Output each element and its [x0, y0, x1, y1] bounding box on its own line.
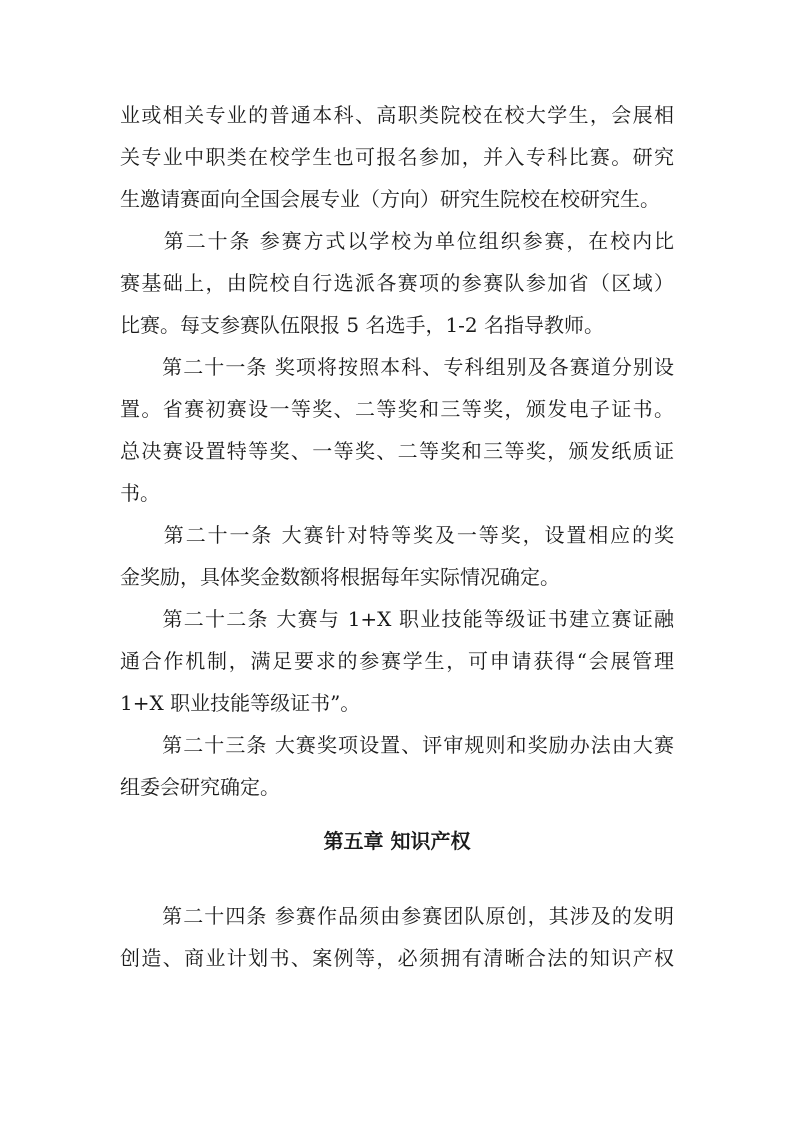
paragraph-line: 生邀请赛面向全国会展专业（方向）研究生院校在校研究生。	[120, 187, 660, 211]
paragraph-line: 书。	[120, 481, 160, 505]
paragraph-line: 创造、商业计划书、案例等，必须拥有清晰合法的知识产权	[120, 946, 674, 970]
paragraph-line: 第二十三条 大赛奖项设置、评审规则和奖励办法由大赛	[120, 733, 674, 757]
chapter-heading: 第五章 知识产权	[323, 829, 471, 853]
paragraph-line: 赛基础上，由院校自行选派各赛项的参赛队参加省（区域）	[120, 271, 674, 295]
paragraph-line: 总决赛设置特等奖、一等奖、二等奖和三等奖，颁发纸质证	[120, 439, 674, 463]
paragraph-line: 置。省赛初赛设一等奖、二等奖和三等奖，颁发电子证书。	[120, 397, 674, 421]
paragraph-line: 组委会研究确定。	[120, 775, 280, 799]
paragraph-line: 第二十条 参赛方式以学校为单位组织参赛，在校内比	[120, 229, 674, 253]
paragraph-line: 关专业中职类在校学生也可报名参加，并入专科比赛。研究	[120, 145, 674, 169]
paragraph-line: 金奖励，具体奖金数额将根据每年实际情况确定。	[120, 565, 560, 589]
paragraph-line: 第二十一条 大赛针对特等奖及一等奖，设置相应的奖	[120, 523, 674, 547]
paragraph-line: 第二十二条 大赛与 1+X 职业技能等级证书建立赛证融	[120, 607, 674, 631]
paragraph-line: 1+X 职业技能等级证书”。	[120, 691, 361, 715]
paragraph-line: 第二十一条 奖项将按照本科、专科组别及各赛道分别设	[120, 355, 674, 379]
paragraph-line: 比赛。每支参赛队伍限报 5 名选手，1-2 名指导教师。	[120, 313, 605, 337]
paragraph-line: 通合作机制，满足要求的参赛学生，可申请获得“会展管理	[120, 649, 674, 673]
paragraph-line: 业或相关专业的普通本科、高职类院校在校大学生，会展相	[120, 103, 674, 127]
paragraph-line: 第二十四条 参赛作品须由参赛团队原创，其涉及的发明	[120, 904, 674, 928]
